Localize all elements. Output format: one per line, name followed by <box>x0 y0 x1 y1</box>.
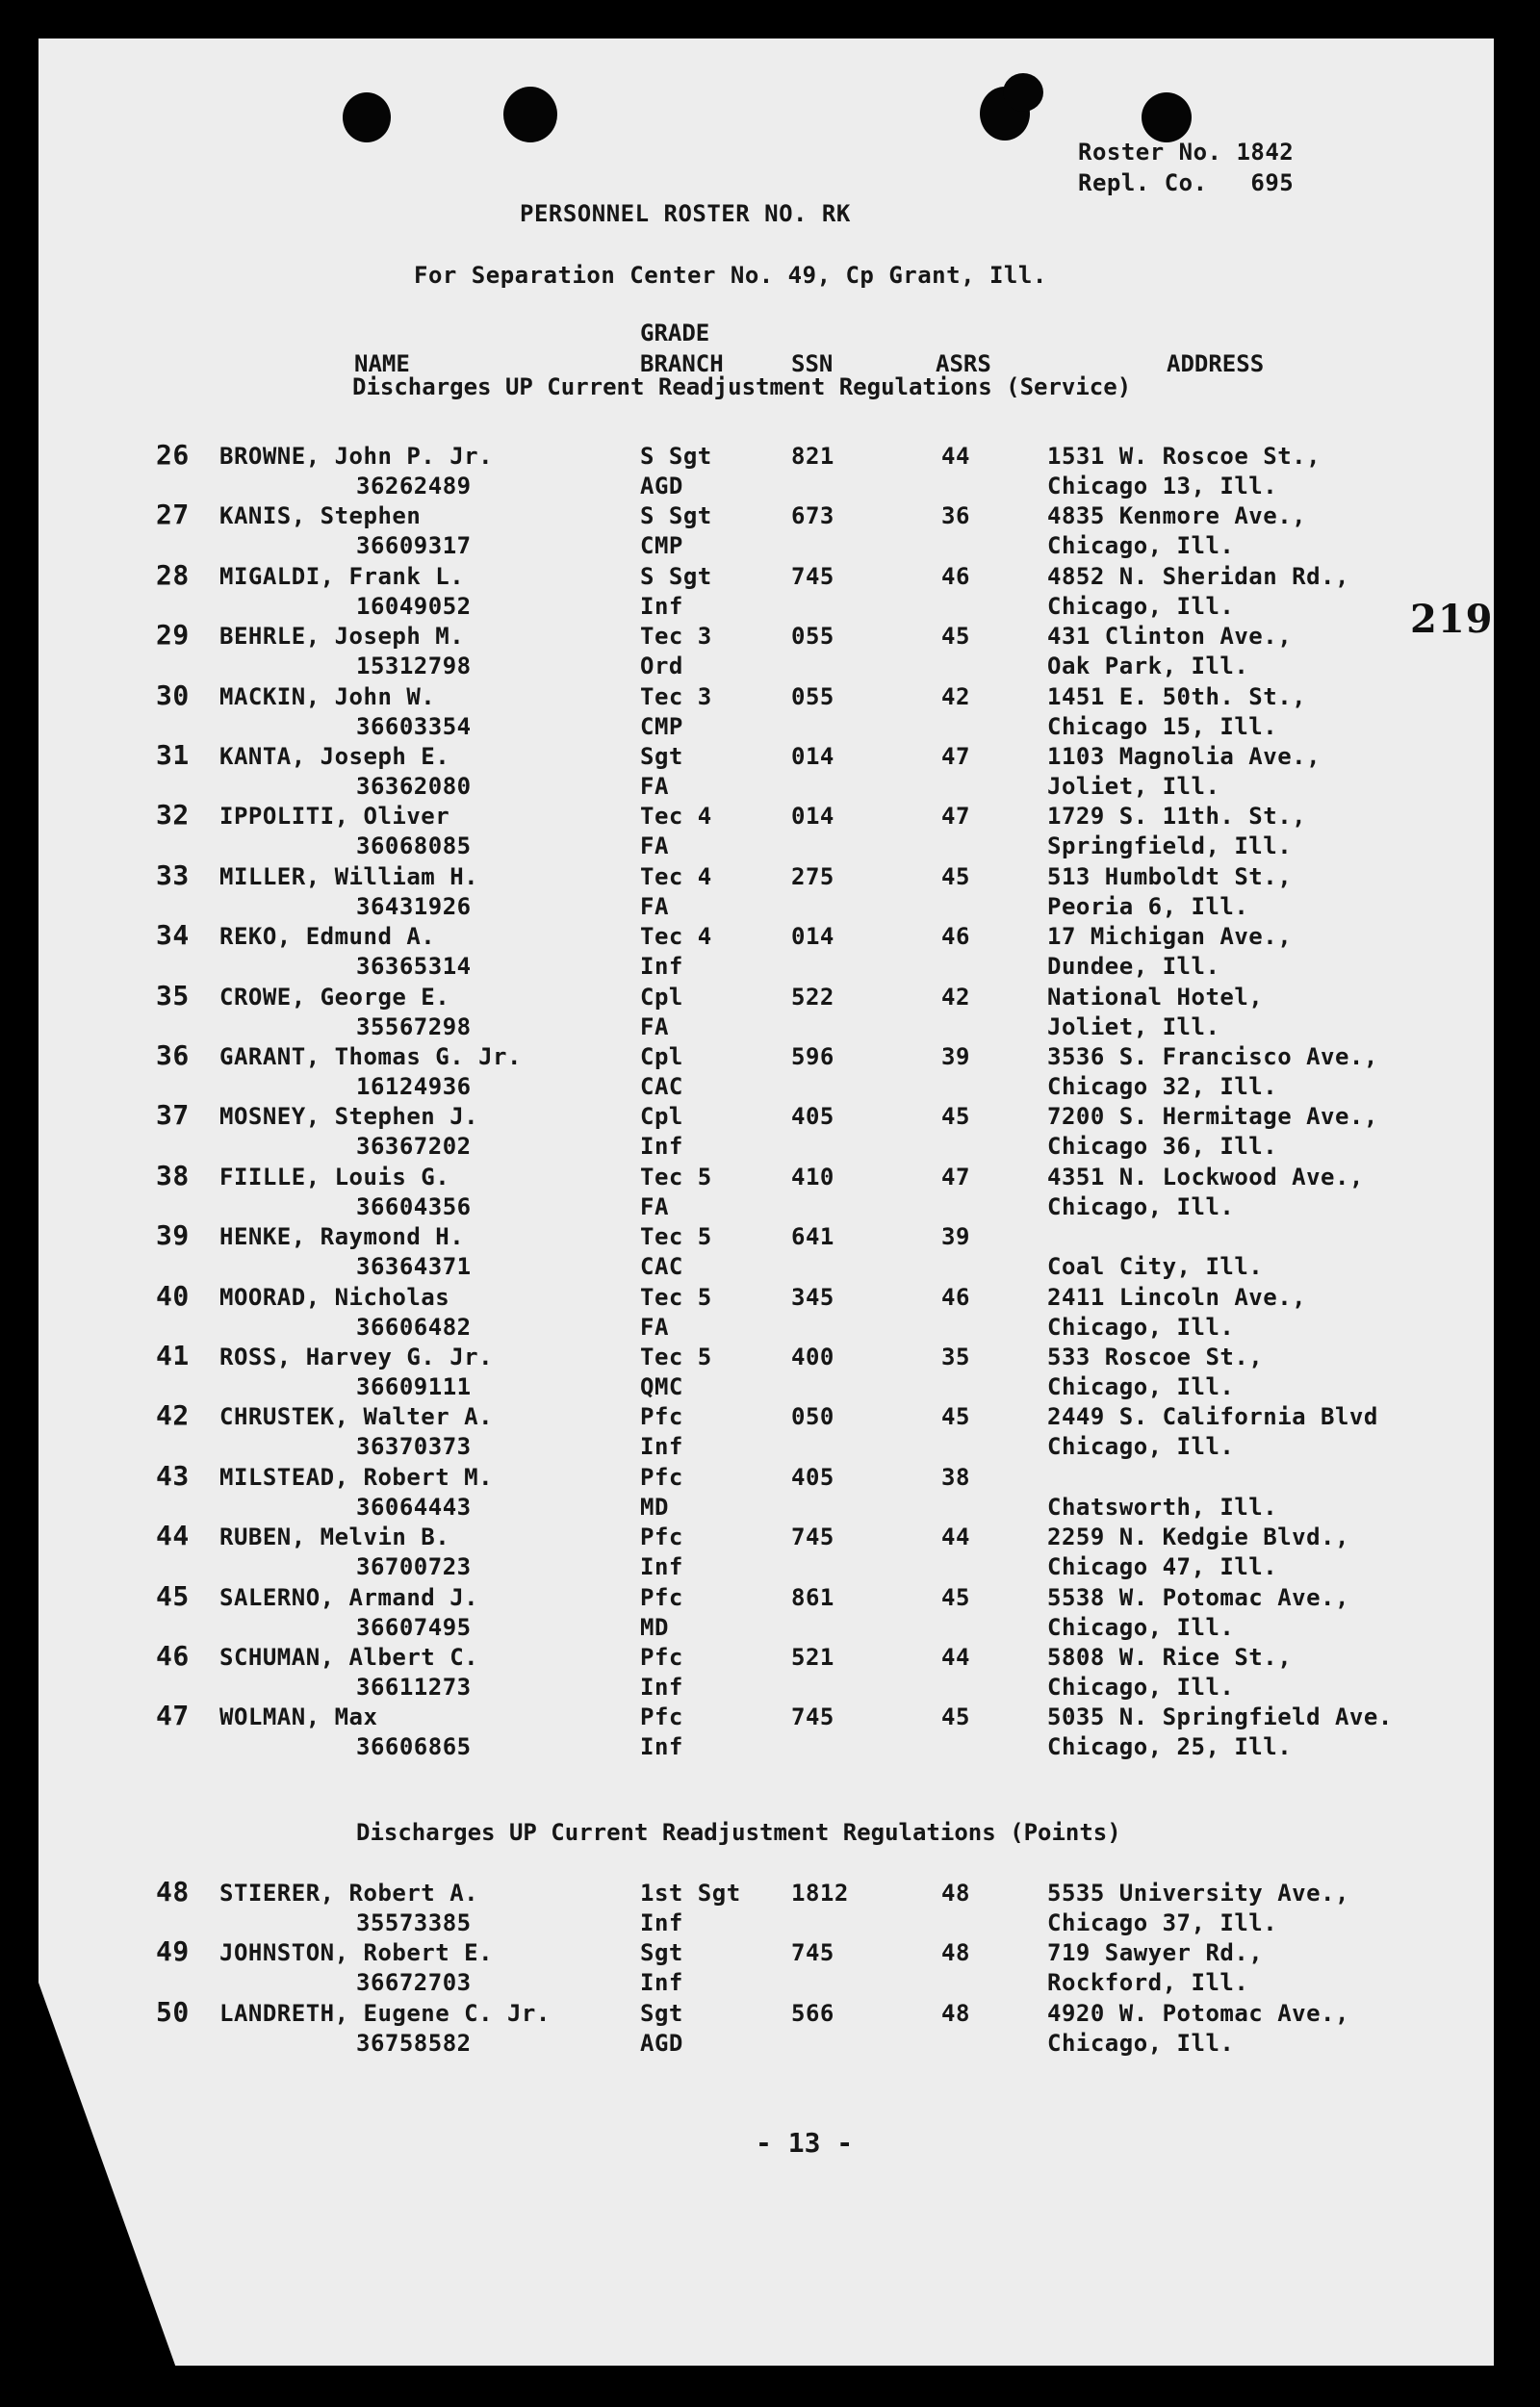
address-line-2: Chicago 36, Ill. <box>1047 1133 1278 1161</box>
grade: Sgt <box>640 743 683 770</box>
address-line-2: Oak Park, Ill. <box>1047 653 1249 680</box>
soldier-name: BEHRLE, Joseph M. <box>219 623 465 651</box>
grade: 1st Sgt <box>640 1880 741 1907</box>
soldier-name: IPPOLITI, Oliver <box>219 803 450 831</box>
torn-corner <box>38 1983 183 2387</box>
asrs: 47 <box>941 1163 970 1191</box>
serial-number: 36367202 <box>356 1133 472 1161</box>
address-line-2: Chicago, Ill. <box>1047 592 1235 620</box>
soldier-name: MILSTEAD, Robert M. <box>219 1463 494 1491</box>
serial-number: 36672703 <box>356 1969 472 1997</box>
row-number: 32 <box>156 799 190 832</box>
row-number: 49 <box>156 1935 190 1968</box>
address-line-1: 2259 N. Kedgie Blvd., <box>1047 1524 1349 1551</box>
row-number: 28 <box>156 558 190 591</box>
soldier-name: MOORAD, Nicholas <box>219 1283 450 1311</box>
soldier-name: STIERER, Robert A. <box>219 1880 479 1907</box>
column-header-name: NAME <box>354 350 410 377</box>
asrs: 45 <box>941 862 970 890</box>
punch-hole <box>343 92 391 142</box>
branch: Inf <box>640 1674 683 1701</box>
row-number: 38 <box>156 1159 190 1191</box>
asrs: 47 <box>941 803 970 831</box>
ssn: 014 <box>791 803 834 831</box>
serial-number: 36362080 <box>356 773 472 800</box>
row-number: 47 <box>156 1700 190 1732</box>
asrs: 48 <box>941 1880 970 1907</box>
serial-number: 36700723 <box>356 1553 472 1581</box>
section-heading: Discharges UP Current Readjustment Regulations (Points) <box>356 1819 1121 1846</box>
branch: CMP <box>640 712 683 740</box>
grade: Pfc <box>640 1583 683 1611</box>
branch: FA <box>640 892 669 920</box>
asrs: 45 <box>941 1103 970 1131</box>
stamped-number: 219 <box>1410 597 1494 642</box>
row-number: 27 <box>156 499 190 531</box>
soldier-name: RUBEN, Melvin B. <box>219 1524 450 1551</box>
row-number: 29 <box>156 619 190 652</box>
serial-number: 36606482 <box>356 1313 472 1341</box>
address-line-2: Chatsworth, Ill. <box>1047 1493 1278 1521</box>
soldier-name: FIILLE, Louis G. <box>219 1163 450 1191</box>
ssn: 050 <box>791 1403 834 1431</box>
ssn: 405 <box>791 1463 834 1491</box>
asrs: 45 <box>941 1403 970 1431</box>
soldier-name: JOHNSTON, Robert E. <box>219 1939 494 1967</box>
roster-number: Roster No. 1842 <box>1078 139 1295 166</box>
address-line-1: 719 Sawyer Rd., <box>1047 1939 1264 1967</box>
address-line-2: Chicago, Ill. <box>1047 1674 1235 1701</box>
asrs: 48 <box>941 1999 970 2027</box>
asrs: 45 <box>941 1583 970 1611</box>
address-line-1: National Hotel, <box>1047 983 1264 1011</box>
row-number: 50 <box>156 1995 190 2028</box>
serial-number: 35567298 <box>356 1012 472 1040</box>
row-number: 42 <box>156 1399 190 1432</box>
address-line-2: Chicago, Ill. <box>1047 1313 1235 1341</box>
branch: Inf <box>640 1133 683 1161</box>
ssn: 055 <box>791 623 834 651</box>
ssn: 1812 <box>791 1880 849 1907</box>
address-line-1: 2449 S. California Blvd <box>1047 1403 1378 1431</box>
grade: Sgt <box>640 1999 683 2027</box>
address-line-1: 4852 N. Sheridan Rd., <box>1047 562 1349 590</box>
grade: Tec 5 <box>640 1223 712 1251</box>
page-title: PERSONNEL ROSTER NO. RK <box>520 200 851 227</box>
page-subtitle: For Separation Center No. 49, Cp Grant, Ill. <box>414 262 1047 289</box>
row-number: 35 <box>156 979 190 1011</box>
grade: Pfc <box>640 1463 683 1491</box>
serial-number: 36603354 <box>356 712 472 740</box>
ssn: 522 <box>791 983 834 1011</box>
address-line-2: Joliet, Ill. <box>1047 1012 1220 1040</box>
asrs: 38 <box>941 1463 970 1491</box>
row-number: 34 <box>156 919 190 952</box>
ssn: 014 <box>791 743 834 770</box>
branch: FA <box>640 773 669 800</box>
roster-page <box>38 38 1494 2366</box>
address-line-1: 4835 Kenmore Ave., <box>1047 502 1307 530</box>
row-number: 40 <box>156 1279 190 1312</box>
serial-number: 16124936 <box>356 1073 472 1100</box>
row-number: 30 <box>156 679 190 711</box>
grade: Pfc <box>640 1524 683 1551</box>
column-header-branch: BRANCH <box>640 350 724 377</box>
serial-number: 36758582 <box>356 2029 472 2057</box>
row-number: 33 <box>156 858 190 891</box>
branch: Inf <box>640 1909 683 1936</box>
branch: Inf <box>640 1733 683 1761</box>
asrs: 39 <box>941 1043 970 1070</box>
punch-hole <box>1142 92 1192 142</box>
soldier-name: REKO, Edmund A. <box>219 923 436 951</box>
serial-number: 36364371 <box>356 1253 472 1281</box>
grade: Cpl <box>640 1103 683 1131</box>
ssn: 821 <box>791 443 834 470</box>
serial-number: 36365314 <box>356 953 472 981</box>
ssn: 596 <box>791 1043 834 1070</box>
row-number: 41 <box>156 1340 190 1371</box>
asrs: 45 <box>941 1703 970 1731</box>
address-line-1: 1103 Magnolia Ave., <box>1047 743 1322 770</box>
serial-number: 36606865 <box>356 1733 472 1761</box>
asrs: 35 <box>941 1344 970 1370</box>
row-number: 48 <box>156 1876 190 1908</box>
grade: Cpl <box>640 1043 683 1070</box>
branch: CMP <box>640 532 683 560</box>
soldier-name: MACKIN, John W. <box>219 682 436 710</box>
row-number: 43 <box>156 1459 190 1492</box>
soldier-name: SALERNO, Armand J. <box>219 1583 479 1611</box>
address-line-1: 4351 N. Lockwood Ave., <box>1047 1163 1364 1191</box>
soldier-name: WOLMAN, Max <box>219 1703 378 1731</box>
address-line-1: 1451 E. 50th. St., <box>1047 682 1307 710</box>
soldier-name: MIGALDI, Frank L. <box>219 562 465 590</box>
soldier-name: KANIS, Stephen <box>219 502 422 530</box>
soldier-name: HENKE, Raymond H. <box>219 1223 465 1251</box>
address-line-1: 4920 W. Potomac Ave., <box>1047 1999 1349 2027</box>
row-number: 46 <box>156 1640 190 1672</box>
address-line-1: 17 Michigan Ave., <box>1047 923 1293 951</box>
grade: Tec 4 <box>640 923 712 951</box>
replacement-company: Repl. Co. 695 <box>1078 169 1295 196</box>
ssn: 410 <box>791 1163 834 1191</box>
branch: Inf <box>640 953 683 981</box>
address-line-2: Joliet, Ill. <box>1047 773 1220 800</box>
row-number: 36 <box>156 1039 190 1071</box>
row-number: 44 <box>156 1520 190 1552</box>
address-line-2: Springfield, Ill. <box>1047 832 1293 860</box>
address-line-2: Chicago, 25, Ill. <box>1047 1733 1293 1761</box>
ssn: 745 <box>791 1703 834 1731</box>
punch-hole <box>503 87 557 142</box>
grade: Tec 4 <box>640 803 712 831</box>
branch: FA <box>640 1192 669 1220</box>
asrs: 44 <box>941 1524 970 1551</box>
address-line-2: Chicago 13, Ill. <box>1047 473 1278 499</box>
address-line-2: Rockford, Ill. <box>1047 1969 1249 1997</box>
serial-number: 36262489 <box>356 473 472 499</box>
address-line-2: Chicago 47, Ill. <box>1047 1553 1278 1581</box>
grade: Tec 5 <box>640 1344 712 1370</box>
serial-number: 36370373 <box>356 1433 472 1461</box>
address-line-2: Chicago 15, Ill. <box>1047 712 1278 740</box>
grade: Tec 5 <box>640 1163 712 1191</box>
ssn: 055 <box>791 682 834 710</box>
address-line-2: Chicago 37, Ill. <box>1047 1909 1278 1936</box>
ssn: 745 <box>791 1524 834 1551</box>
address-line-1: 533 Roscoe St., <box>1047 1344 1264 1370</box>
address-line-1: 5035 N. Springfield Ave. <box>1047 1703 1393 1731</box>
column-header-asrs: ASRS <box>936 350 991 377</box>
column-header-ssn: SSN <box>791 350 834 377</box>
grade: S Sgt <box>640 562 712 590</box>
soldier-name: ROSS, Harvey G. Jr. <box>219 1344 494 1370</box>
address-line-2: Chicago, Ill. <box>1047 532 1235 560</box>
asrs: 39 <box>941 1223 970 1251</box>
ssn: 405 <box>791 1103 834 1131</box>
ssn: 400 <box>791 1344 834 1370</box>
branch: CAC <box>640 1253 683 1281</box>
row-number: 26 <box>156 439 190 471</box>
page-number: - 13 - <box>756 2127 854 2159</box>
grade: Tec 3 <box>640 682 712 710</box>
column-header-grade: GRADE <box>640 320 710 346</box>
serial-number: 35573385 <box>356 1909 472 1936</box>
asrs: 42 <box>941 983 970 1011</box>
branch: CAC <box>640 1073 683 1100</box>
address-line-2: Coal City, Ill. <box>1047 1253 1264 1281</box>
soldier-name: LANDRETH, Eugene C. Jr. <box>219 1999 551 2027</box>
grade: Sgt <box>640 1939 683 1967</box>
address-line-1: 2411 Lincoln Ave., <box>1047 1283 1307 1311</box>
grade: S Sgt <box>640 502 712 530</box>
ssn: 566 <box>791 1999 834 2027</box>
soldier-name: BROWNE, John P. Jr. <box>219 443 494 470</box>
serial-number: 36609111 <box>356 1373 472 1400</box>
serial-number: 36064443 <box>356 1493 472 1521</box>
serial-number: 36607495 <box>356 1613 472 1641</box>
address-line-2: Dundee, Ill. <box>1047 953 1220 981</box>
asrs: 47 <box>941 743 970 770</box>
address-line-1: 1729 S. 11th. St., <box>1047 803 1307 831</box>
branch: Inf <box>640 1969 683 1997</box>
ssn: 641 <box>791 1223 834 1251</box>
branch: Inf <box>640 592 683 620</box>
address-line-1: 1531 W. Roscoe St., <box>1047 443 1322 470</box>
section-heading: Discharges UP Current Readjustment Regulations (Service) <box>352 373 1132 400</box>
branch: Inf <box>640 1433 683 1461</box>
address-line-1: 3536 S. Francisco Ave., <box>1047 1043 1378 1070</box>
serial-number: 36609317 <box>356 532 472 560</box>
address-line-2: Chicago, Ill. <box>1047 1433 1235 1461</box>
branch: FA <box>640 832 669 860</box>
row-number: 39 <box>156 1219 190 1252</box>
soldier-name: SCHUMAN, Albert C. <box>219 1644 479 1671</box>
ssn: 345 <box>791 1283 834 1311</box>
row-number: 45 <box>156 1579 190 1612</box>
soldier-name: MILLER, William H. <box>219 862 479 890</box>
soldier-name: GARANT, Thomas G. Jr. <box>219 1043 522 1070</box>
ssn: 745 <box>791 1939 834 1967</box>
serial-number: 36068085 <box>356 832 472 860</box>
branch: FA <box>640 1313 669 1341</box>
asrs: 46 <box>941 923 970 951</box>
column-header-address: ADDRESS <box>1167 350 1265 377</box>
address-line-2: Chicago, Ill. <box>1047 1192 1235 1220</box>
ssn: 745 <box>791 562 834 590</box>
serial-number: 15312798 <box>356 653 472 680</box>
branch: MD <box>640 1493 669 1521</box>
grade: Pfc <box>640 1644 683 1671</box>
branch: AGD <box>640 2029 683 2057</box>
address-line-2: Chicago 32, Ill. <box>1047 1073 1278 1100</box>
address-line-2: Chicago, Ill. <box>1047 2029 1235 2057</box>
grade: S Sgt <box>640 443 712 470</box>
address-line-1: 7200 S. Hermitage Ave., <box>1047 1103 1378 1131</box>
serial-number: 36611273 <box>356 1674 472 1701</box>
row-number: 37 <box>156 1099 190 1132</box>
address-line-1: 431 Clinton Ave., <box>1047 623 1293 651</box>
asrs: 46 <box>941 562 970 590</box>
serial-number: 36431926 <box>356 892 472 920</box>
serial-number: 36604356 <box>356 1192 472 1220</box>
ssn: 275 <box>791 862 834 890</box>
grade: Tec 4 <box>640 862 712 890</box>
asrs: 44 <box>941 443 970 470</box>
asrs: 36 <box>941 502 970 530</box>
address-line-2: Chicago, Ill. <box>1047 1613 1235 1641</box>
grade: Pfc <box>640 1403 683 1431</box>
address-line-1: 5538 W. Potomac Ave., <box>1047 1583 1349 1611</box>
branch: AGD <box>640 473 683 499</box>
ssn: 673 <box>791 502 834 530</box>
ssn: 014 <box>791 923 834 951</box>
asrs: 45 <box>941 623 970 651</box>
punch-hole <box>1003 73 1043 112</box>
branch: QMC <box>640 1373 683 1400</box>
grade: Tec 3 <box>640 623 712 651</box>
address-line-1: 513 Humboldt St., <box>1047 862 1293 890</box>
soldier-name: MOSNEY, Stephen J. <box>219 1103 479 1131</box>
grade: Pfc <box>640 1703 683 1731</box>
asrs: 46 <box>941 1283 970 1311</box>
branch: FA <box>640 1012 669 1040</box>
grade: Cpl <box>640 983 683 1011</box>
soldier-name: CHRUSTEK, Walter A. <box>219 1403 494 1431</box>
grade: Tec 5 <box>640 1283 712 1311</box>
branch: Inf <box>640 1553 683 1581</box>
asrs: 48 <box>941 1939 970 1967</box>
address-line-1: 5808 W. Rice St., <box>1047 1644 1293 1671</box>
ssn: 861 <box>791 1583 834 1611</box>
asrs: 44 <box>941 1644 970 1671</box>
branch: Ord <box>640 653 683 680</box>
address-line-1: 5535 University Ave., <box>1047 1880 1349 1907</box>
asrs: 42 <box>941 682 970 710</box>
soldier-name: CROWE, George E. <box>219 983 450 1011</box>
address-line-2: Peoria 6, Ill. <box>1047 892 1249 920</box>
soldier-name: KANTA, Joseph E. <box>219 743 450 770</box>
branch: MD <box>640 1613 669 1641</box>
address-line-2: Chicago, Ill. <box>1047 1373 1235 1400</box>
serial-number: 16049052 <box>356 592 472 620</box>
row-number: 31 <box>156 739 190 771</box>
ssn: 521 <box>791 1644 834 1671</box>
